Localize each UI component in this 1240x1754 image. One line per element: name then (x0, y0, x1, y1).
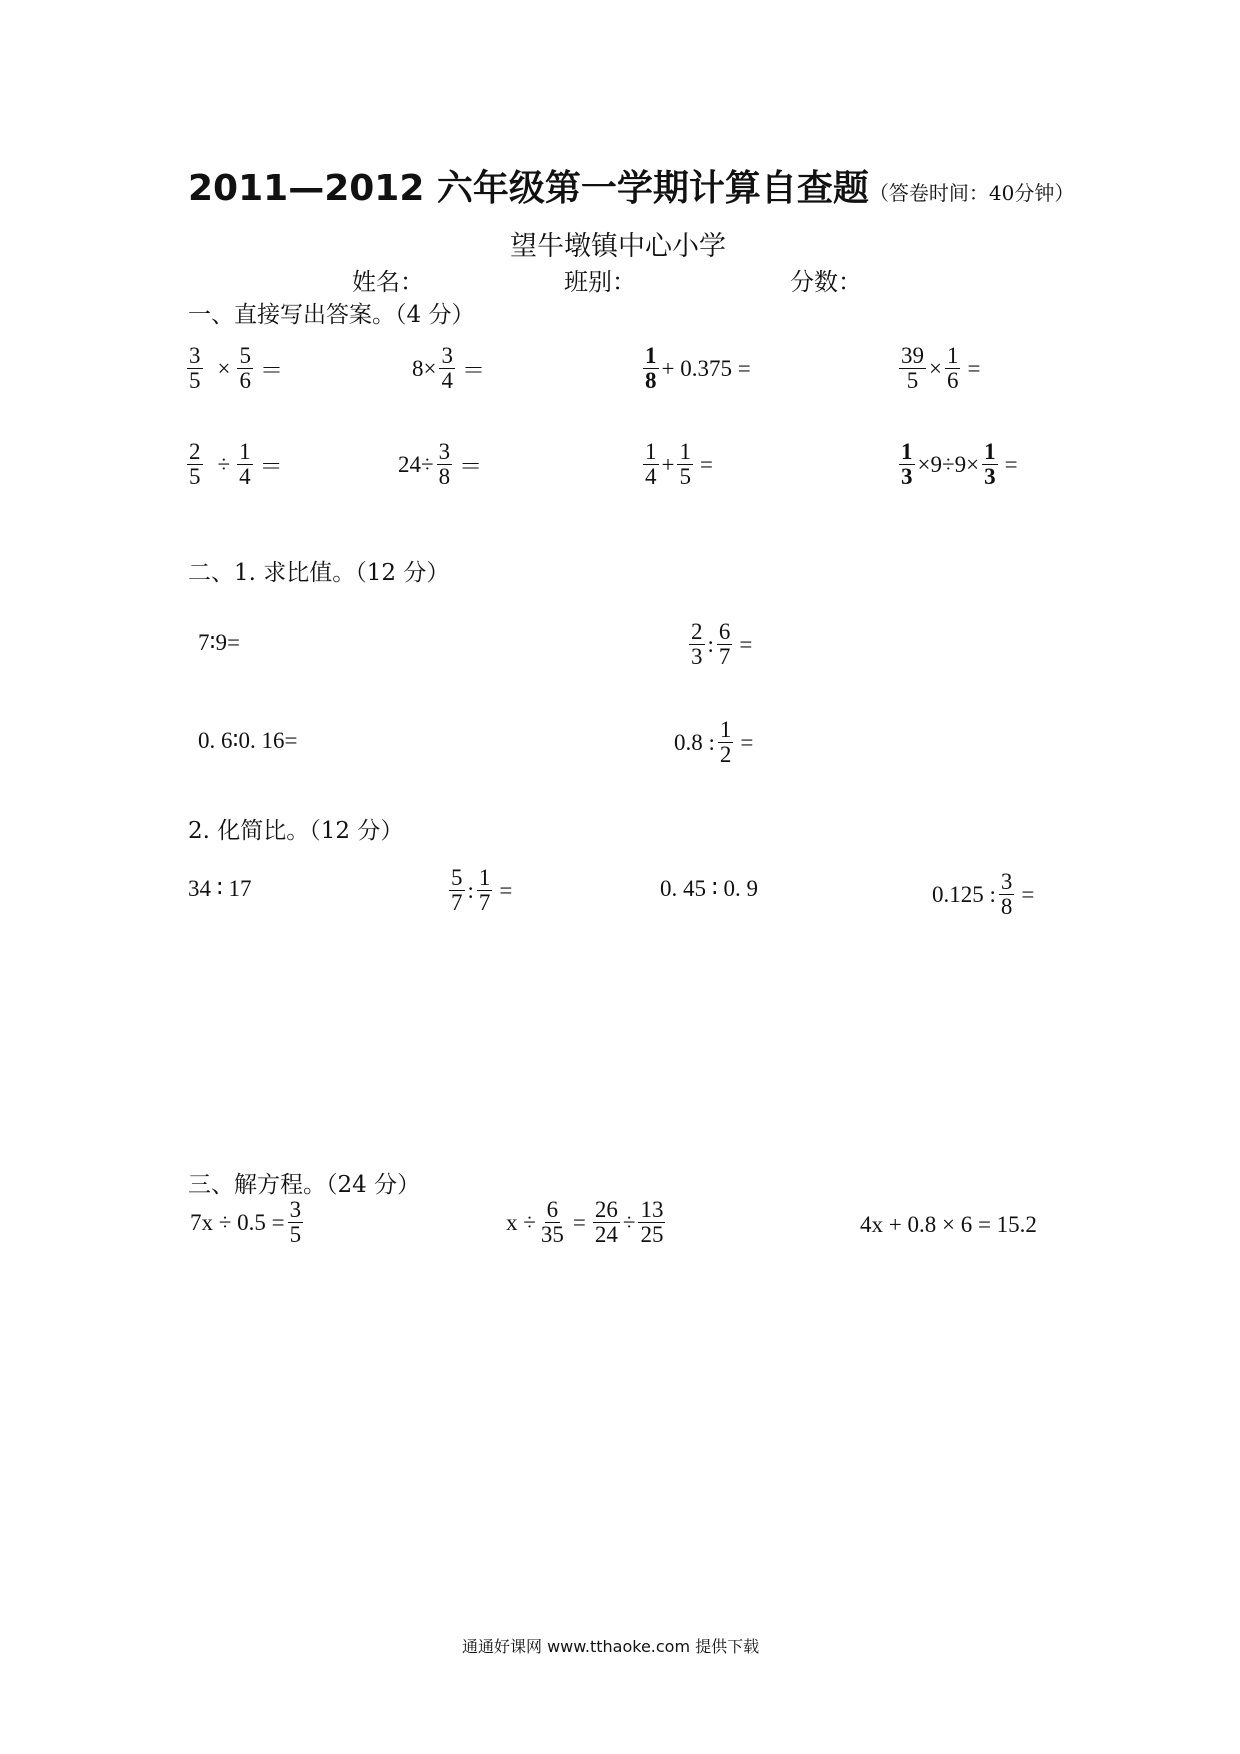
score-label: 分数： (790, 268, 862, 296)
s2-s3: 0. 45 ∶ 0. 9 (660, 876, 758, 901)
time-note: （答卷时间：40分钟） (868, 181, 1075, 205)
fraction (643, 440, 659, 489)
numerator: 1 (679, 439, 691, 464)
numerator: 1 (645, 439, 657, 464)
operator: × (929, 355, 942, 381)
section2-heading: 二、1. 求比值。（12 分） (188, 560, 450, 586)
tail: + 0.375 = (661, 355, 751, 381)
equals: ＝ (259, 454, 283, 480)
denominator: 7 (451, 890, 463, 916)
operator: ÷ (622, 1209, 636, 1235)
numerator: 2 (691, 619, 703, 644)
operator: ÷ (217, 451, 231, 477)
s1-r2-q4 (896, 440, 1022, 489)
fraction (689, 620, 705, 669)
denominator: 5 (289, 1222, 302, 1248)
numerator: 13 (640, 1197, 664, 1222)
s2-s4 (932, 870, 1038, 919)
denominator: 5 (189, 368, 201, 394)
fraction (717, 620, 733, 669)
s2-q2 (686, 620, 756, 669)
denominator: 35 (540, 1222, 564, 1248)
denominator: 2 (719, 742, 732, 768)
equals: = (1021, 881, 1035, 907)
s2-q1: 7∶9= (198, 630, 240, 655)
numerator: 1 (239, 439, 251, 464)
denominator: 4 (441, 368, 453, 394)
fraction (982, 440, 998, 489)
fraction (999, 870, 1015, 919)
section3-heading: 三、解方程。（24 分） (188, 1172, 421, 1198)
fraction (237, 344, 253, 393)
middle: ×9÷9× (917, 451, 980, 477)
denominator: 25 (640, 1222, 664, 1248)
school-name: 望牛墩镇中心小学 (510, 231, 726, 262)
operator: : (467, 877, 474, 903)
equals: = (967, 355, 981, 381)
equals: = (739, 631, 753, 657)
fraction (643, 344, 659, 393)
equals: = (699, 451, 713, 477)
s2-s1: 34 ∶ 17 (188, 876, 252, 901)
fraction (638, 1198, 665, 1247)
denominator: 7 (478, 890, 491, 916)
lead: x ÷ (506, 1209, 536, 1235)
s2-q3: 0. 6∶0. 16= (198, 728, 298, 753)
lead: 24÷ (398, 451, 434, 477)
lead: 0.125 : (932, 881, 996, 907)
s3-e1 (190, 1198, 306, 1247)
s2-q4 (674, 718, 757, 767)
denominator: 5 (679, 464, 691, 490)
numerator: 3 (289, 1197, 302, 1222)
equals: = (499, 877, 513, 903)
denominator: 4 (239, 464, 251, 490)
fraction (539, 1198, 566, 1247)
numerator: 2 (189, 439, 201, 464)
s1-r1-q1 (184, 344, 287, 393)
equals: ＝ (461, 358, 485, 384)
numerator: 3 (441, 343, 453, 368)
denominator: 3 (901, 464, 913, 490)
numerator: 5 (239, 343, 251, 368)
denominator: 8 (645, 368, 657, 394)
numerator: 1 (645, 343, 657, 368)
lead: 0.8 : (674, 729, 715, 755)
numerator: 3 (438, 439, 451, 464)
fraction (439, 344, 455, 393)
section1-heading: 一、直接写出答案。（4 分） (188, 302, 475, 328)
numerator: 1 (984, 439, 996, 464)
numerator: 1 (478, 865, 491, 890)
fraction (593, 1198, 620, 1247)
fraction (237, 440, 253, 489)
numerator: 5 (451, 865, 463, 890)
denominator: 3 (984, 464, 996, 490)
s1-r1-q4 (896, 344, 984, 393)
fraction (288, 1198, 304, 1247)
denominator: 3 (691, 644, 703, 670)
class-label: 班别： (564, 268, 636, 296)
numerator: 1 (901, 439, 913, 464)
lead: 8× (412, 355, 437, 381)
fraction (437, 440, 453, 489)
title-text: 2011—2012 六年级第一学期计算自查题 (188, 168, 869, 209)
equals: = (1004, 451, 1018, 477)
equals: = (572, 1209, 586, 1235)
operator: + (661, 451, 675, 477)
denominator: 6 (946, 368, 959, 394)
numerator: 1 (719, 717, 732, 742)
fraction (187, 440, 203, 489)
lead: 7x ÷ 0.5 = (190, 1209, 285, 1235)
s1-r2-q3 (640, 440, 717, 489)
equals: ＝ (259, 358, 283, 384)
fraction (677, 440, 693, 489)
equals: ＝ (459, 454, 483, 480)
s1-r1-q3 (640, 344, 751, 393)
denominator: 8 (438, 464, 451, 490)
section2-sub-heading: 2. 化简比。（12 分） (188, 818, 404, 844)
numerator: 39 (901, 343, 924, 368)
fraction (187, 344, 203, 393)
numerator: 1 (946, 343, 959, 368)
fraction (945, 344, 961, 393)
operator: : (707, 631, 714, 657)
equals: = (740, 729, 754, 755)
denominator: 7 (718, 644, 731, 670)
denominator: 4 (645, 464, 657, 490)
page-title (188, 160, 1074, 211)
numerator: 26 (594, 1197, 618, 1222)
fraction (477, 866, 493, 915)
footer-credit: 通通好课网 www.tthaoke.com 提供下载 (462, 1637, 760, 1656)
fraction (718, 718, 734, 767)
numerator: 6 (546, 1197, 559, 1222)
numerator: 3 (189, 343, 201, 368)
s2-s2 (446, 866, 516, 915)
denominator: 5 (189, 464, 201, 490)
s1-r2-q1 (184, 440, 287, 489)
denominator: 6 (239, 368, 251, 394)
denominator: 8 (1000, 894, 1013, 920)
denominator: 24 (594, 1222, 618, 1248)
s3-e2 (506, 1198, 668, 1247)
operator: × (217, 355, 231, 381)
fraction (899, 440, 915, 489)
numerator: 6 (718, 619, 731, 644)
fraction (899, 344, 926, 393)
s1-r1-q2 (412, 344, 489, 393)
numerator: 3 (1000, 869, 1013, 894)
fraction (449, 866, 465, 915)
s1-r2-q2 (398, 440, 486, 489)
denominator: 5 (906, 368, 919, 394)
s3-e3: 4x + 0.8 × 6 = 15.2 (860, 1212, 1037, 1237)
name-label: 姓名： (352, 268, 424, 296)
